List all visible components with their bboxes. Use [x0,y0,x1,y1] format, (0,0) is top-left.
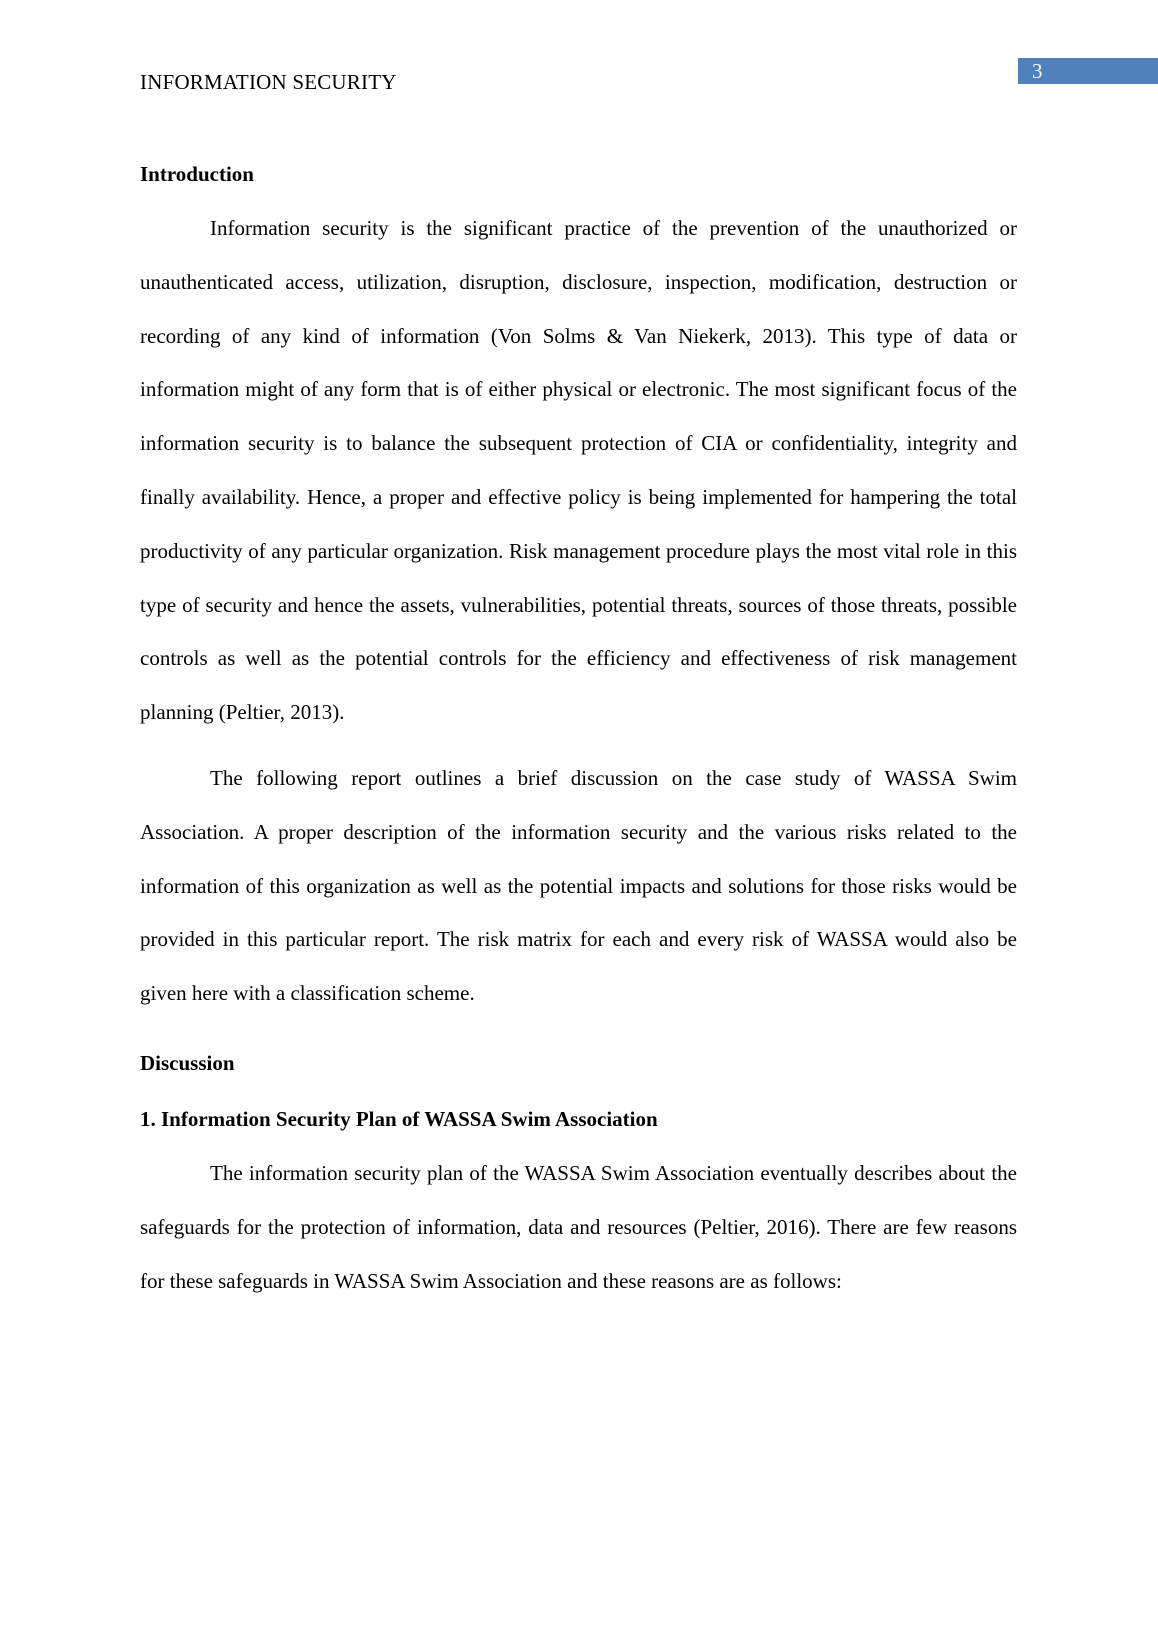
section-heading-introduction: Introduction [140,162,254,186]
page-number-badge [1018,58,1158,84]
page-number: 3 [1032,59,1043,83]
subsection-heading: 1. Information Security Plan of WASSA Swim Association [140,1106,658,1131]
section-heading-discussion: Discussion [140,1050,235,1075]
body-paragraph: The following report outlines a brief discussion on the case study of WASSA Swim Association. A proper description of the information security and the various risks related to the information of this organization as well as the potential impacts and solutions for those risks would be provided in this particular report. The risk matrix for each and every risk of WASSA would also be given here with a classification scheme. [140,765,1017,1006]
running-head: INFORMATION SECURITY [140,70,397,94]
document-body [140,158,1017,1308]
body-paragraph: The information security plan of the WASSA Swim Association eventually describes about the safeguards for the protection of information, data and resources (Peltier, 2016). There are few reasons for these safeguards in WASSA Swim Association and these reasons are as follows: [140,1160,1017,1293]
body-paragraph: Information security is the significant practice of the prevention of the unauthorized or unauthenticated access, utilization, disruption, disclosure, inspection, modification, destruction or recording of any kind of information (Von Solms & Van Niekerk, 2013). This type of data or information might of any form that is of either physical or electronic. The most significant focus of the information security is to balance the subsequent protection of CIA or confidentiality, integrity and finally availability. Hence, a proper and effective policy is being implemented for hampering the total productivity of any particular organization. Risk management procedure plays the most vital role in this type of security and hence the assets, vulnerabilities, potential threats, sources of those threats, possible controls as well as the potential controls for the efficiency and effectiveness of risk management planning (Peltier, 2013). [140,216,1017,725]
